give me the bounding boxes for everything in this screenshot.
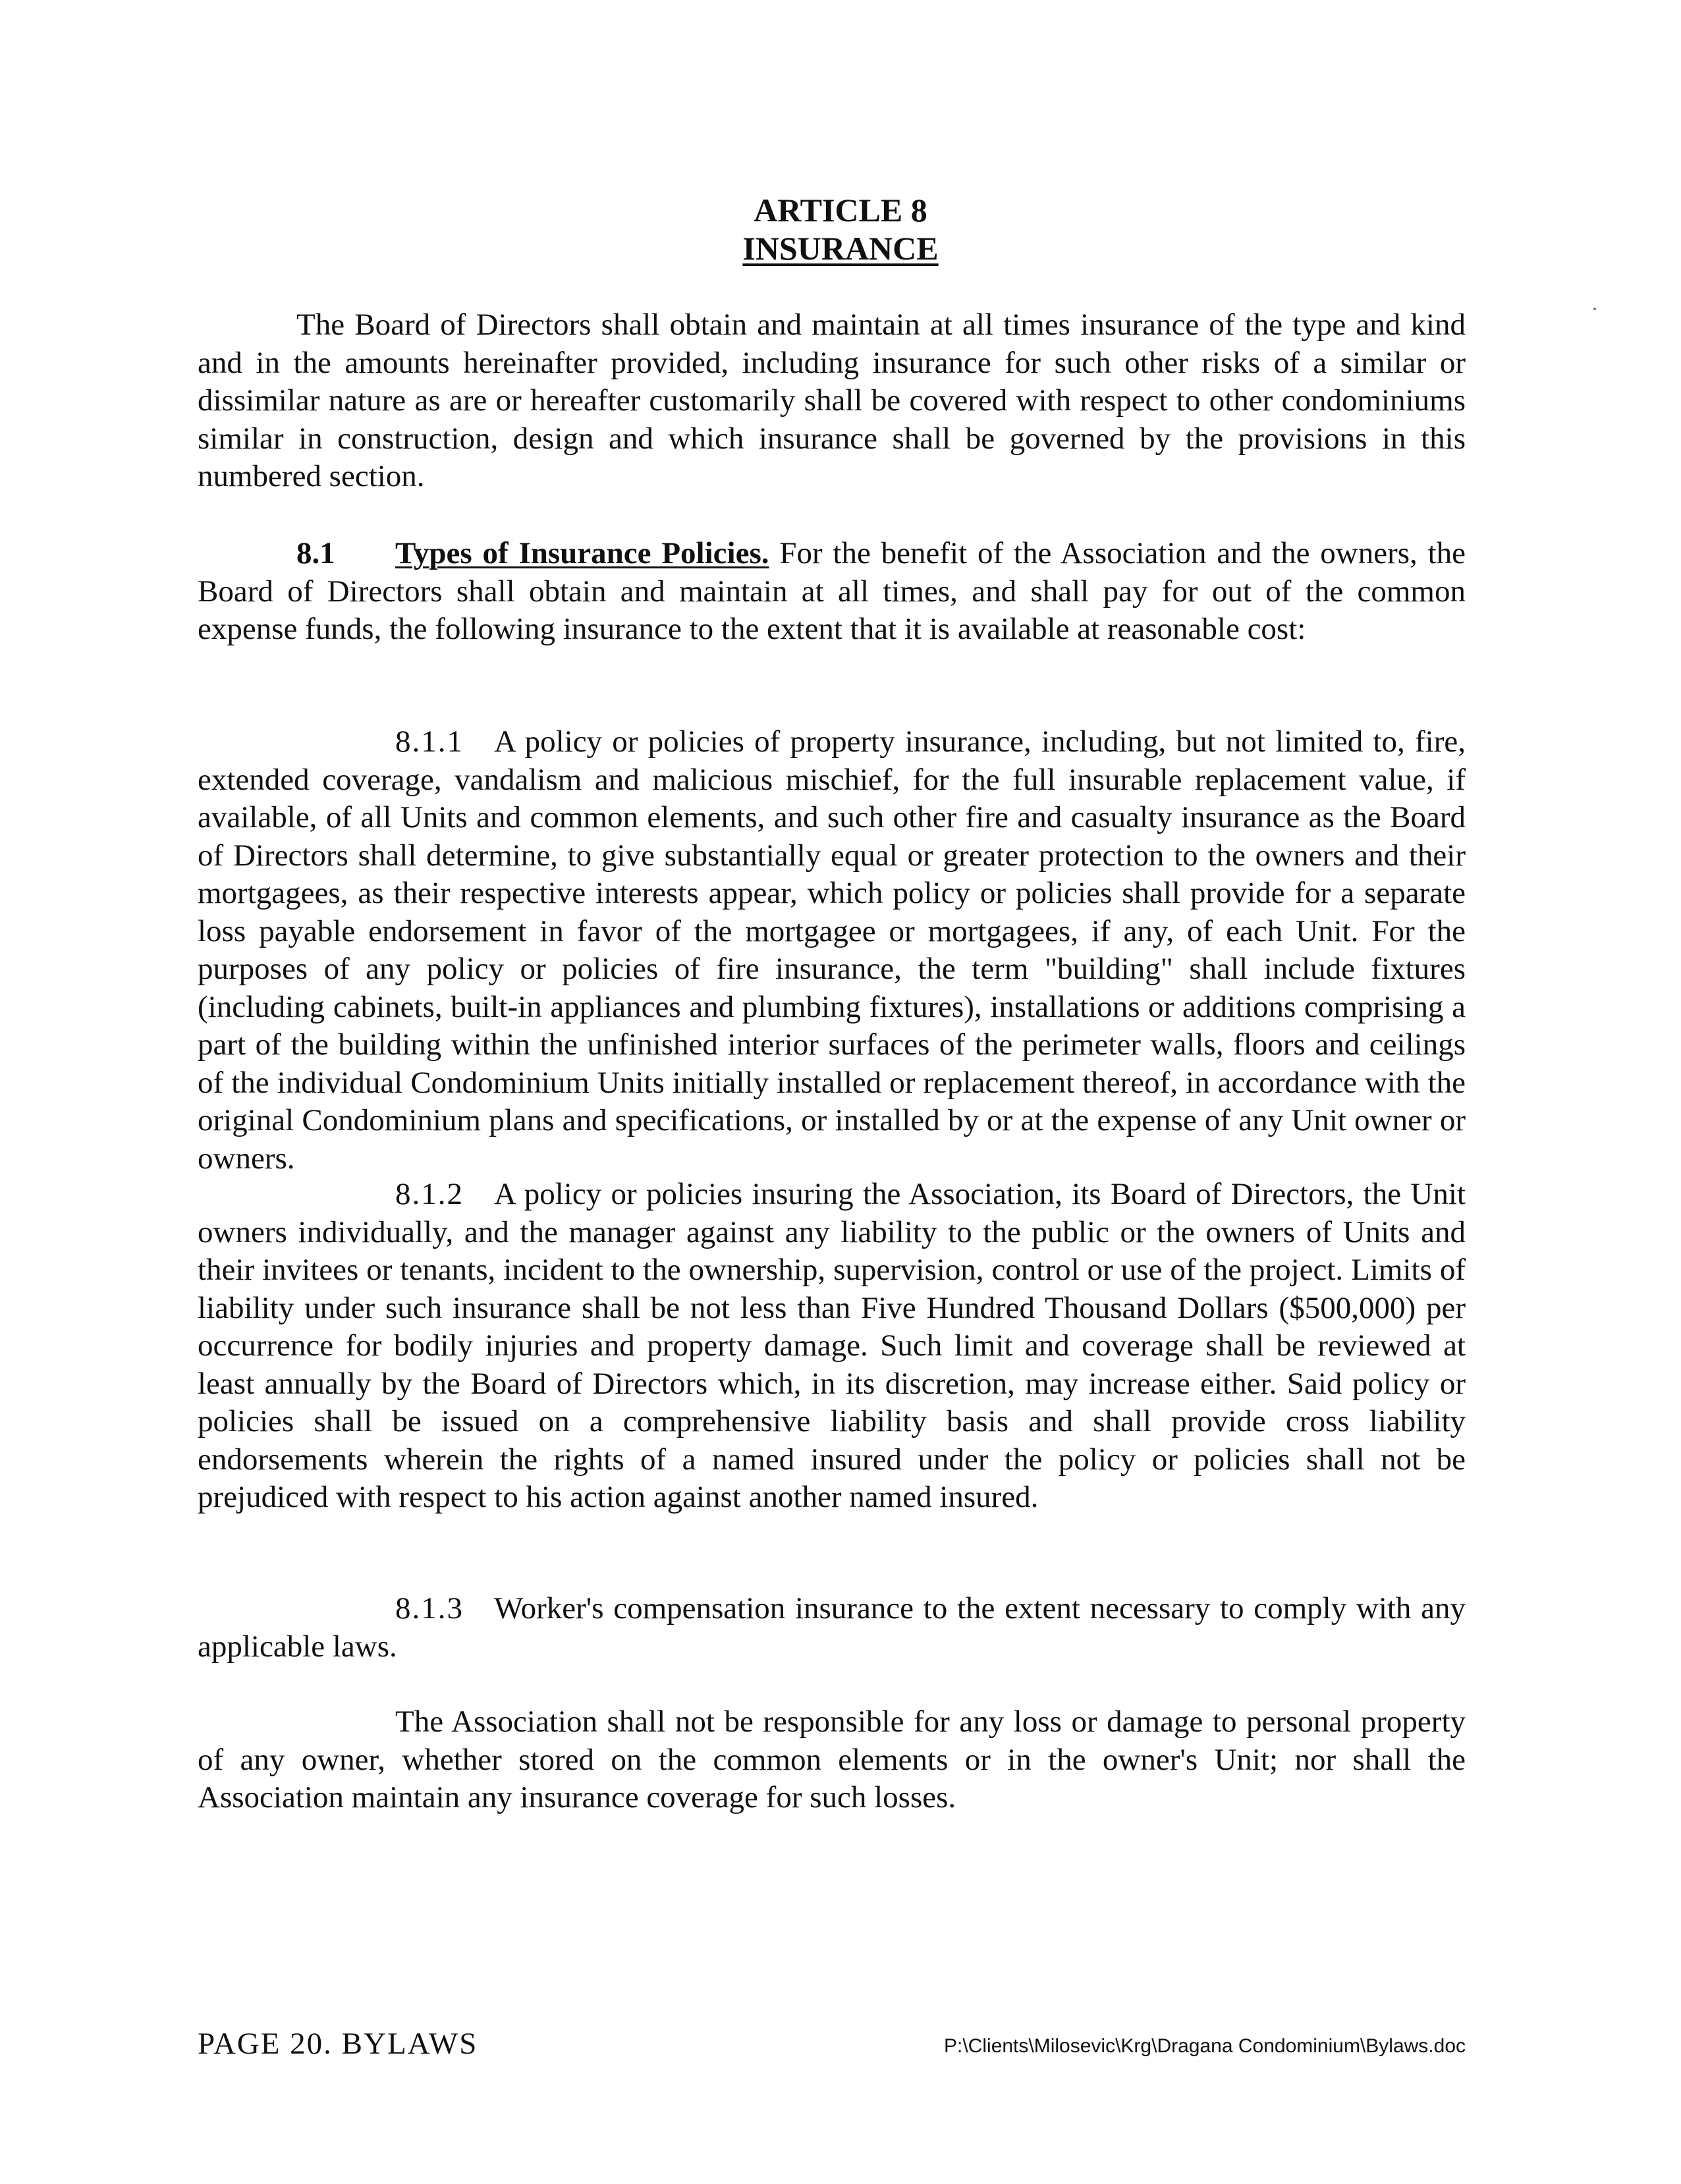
section-8-1-3-text: Worker's compensation insurance to the extent necessary to comply with any applicable laws. <box>198 1591 1466 1664</box>
section-8-1-title: Types of Insurance Policies. <box>395 536 769 570</box>
section-8-1-1-paragraph <box>198 723 1466 1178</box>
footer-file-path: P:\Clients\Milosevic\Krg\Dragana Condominium\Bylaws.doc <box>944 2035 1466 2057</box>
section-8-1-paragraph <box>198 535 1466 649</box>
scan-speck <box>1593 308 1596 310</box>
article-title-heading: INSURANCE <box>742 230 939 267</box>
section-8-1-1-text: A policy or policies of property insurance, including, but not limited to, fire, extended coverage, vandalism and malicious mischief, for the full insurable replacement value, if available, of all Units and common elements, and such other fire and casualty insurance as the Board of Directors shall determine, to give substantially equal or greater protection to the owners and their mortgagees, as their respective interests appear, which policy or policies shall provide for a separate loss payable endorsement in favor of the mortgagee or mortgagees, if any, of each Unit. For the purposes of any policy or policies of fire insurance, the term "building" shall include fixtures (including cabinets, built-in appliances and plumbing fixtures), installations or additions comprising a part of the building within the unfinished interior surfaces of the perimeter walls, floors and ceilings of the individual Condominium Units initially installed or replacement thereof, in accordance with the original Condominium plans and specifications, or installed by or at the expense of any Unit owner or owners. <box>198 724 1466 1176</box>
section-8-1-number: 8.1 <box>296 536 335 570</box>
intro-paragraph: The Board of Directors shall obtain and maintain at all times insurance of the type and kind and in the amounts hereinafter provided, including insurance for such other risks of a similar or dissimilar nature as are or hereafter customarily shall be covered with respect to other condominiums similar in construction, design and which insurance shall be governed by the provisions in this numbered section. <box>198 308 1466 493</box>
section-8-1-3-number: 8.1.3 <box>395 1591 464 1625</box>
section-8-1-2-number: 8.1.2 <box>395 1177 464 1211</box>
footer-page-label: PAGE 20. BYLAWS <box>198 2027 478 2061</box>
closing-paragraph: The Association shall not be responsible for any loss or damage to personal property of any owner, whether stored on the common elements or in the owner's Unit; nor shall the Association maintain any insurance coverage for such losses. <box>198 1705 1466 1815</box>
section-8-1-1-number: 8.1.1 <box>395 724 464 759</box>
article-number-heading: ARTICLE 8 <box>754 192 927 229</box>
section-8-1-text: For the benefit of the Association and the owners, the Board of Directors shall obtain and maintain at all times, and shall pay for out of the common expense funds, the following insurance to the extent that it is available at reasonable cost: <box>198 536 1466 646</box>
section-8-1-3-paragraph <box>198 1590 1466 1666</box>
section-8-1-2-paragraph <box>198 1176 1466 1517</box>
section-8-1-2-text: A policy or policies insuring the Association, its Board of Directors, the Unit owners individually, and the manager against any liability to the public or the owners of Units and their invitees or tenants, incident to the ownership, supervision, control or use of the project. Limits of liability under such insurance shall be not less than Five Hundred Thousand Dollars ($500,000) per occurrence for bodily injuries and property damage. Such limit and coverage shall be reviewed at least annually by the Board of Directors which, in its discretion, may increase either. Said policy or policies shall be issued on a comprehensive liability basis and shall provide cross liability endorsements wherein the rights of a named insured under the policy or policies shall not be prejudiced with respect to his action against another named insured. <box>198 1177 1466 1514</box>
